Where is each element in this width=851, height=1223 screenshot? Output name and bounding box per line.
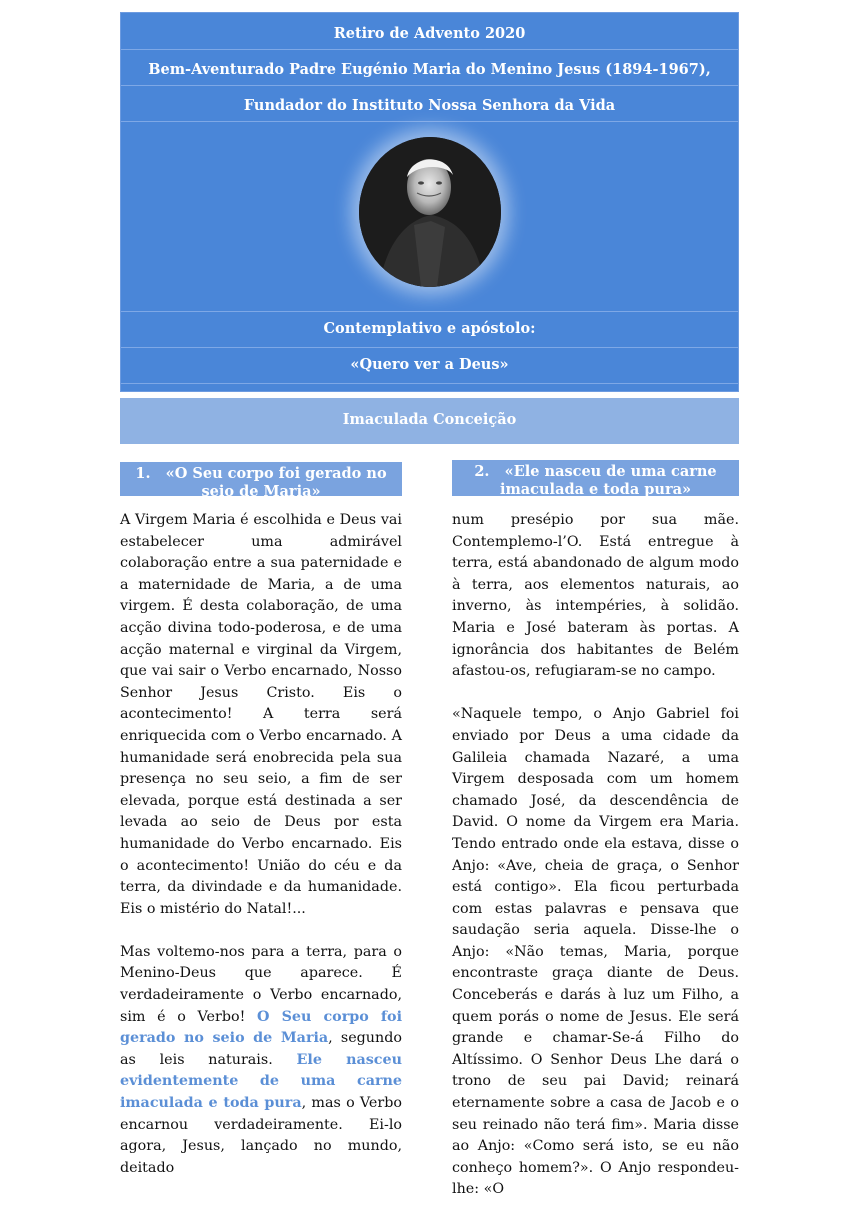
divider bbox=[121, 121, 738, 122]
divider bbox=[121, 311, 738, 312]
retreat-title: Retiro de Advento 2020 bbox=[333, 25, 526, 42]
text-run: , segundo as leis naturais. bbox=[120, 1030, 402, 1068]
section-heading-1: 1. «O Seu corpo foi gerado no seio de Maria» bbox=[120, 462, 402, 496]
section-heading-2: 2. «Ele nasceu de uma carne imaculada e toda pura» bbox=[452, 460, 739, 496]
tagline: Contemplativo e apóstolo: bbox=[323, 320, 536, 337]
column-right bbox=[452, 510, 739, 1223]
divider bbox=[121, 85, 738, 86]
text-run: , mas o Verbo encarnou verdadeiramente. Ei-lo agora, Jesus, lançado no mundo, deitado bbox=[120, 1095, 402, 1176]
subject-name: Bem-Aventurado Padre Eugénio Maria do Menino Jesus (1894-1967), bbox=[148, 61, 711, 78]
title-box bbox=[120, 12, 739, 392]
subject-role: Fundador do Instituto Nossa Senhora da Vida bbox=[243, 97, 616, 114]
text-run: Mas voltemo-nos para a terra, para o Menino-Deus que aparece. É verdadeiramente o Verbo encarnado, sim é o Verbo! bbox=[120, 943, 402, 1025]
portrait-photo bbox=[359, 137, 501, 287]
paragraph bbox=[120, 942, 402, 1180]
paragraph: A Virgem Maria é escolhida e Deus vai estabelecer uma admirável colaboração entre a sua paternidade e a maternidade de Maria, a de uma virgem. É desta colaboração, de uma acção divina todo-poderosa, e de uma acção maternal e virginal da Virgem, que vai sair o Verbo encarnado, Nosso Senhor Jesus Cristo. Eis o acontecimento! A terra será enriquecida com o Verbo encarnado. A humanidade será enobrecida pela sua presença no seu seio, a fim de ser elevada, porque está destinada a ser levada ao seio de Deus por esta humanidade do Verbo encarnado. Eis o acontecimento! União do céu e da terra, da divindade e da humanidade. Eis o mistério do Natal!... bbox=[120, 512, 402, 917]
divider bbox=[121, 49, 738, 50]
motto: «Quero ver a Deus» bbox=[350, 356, 509, 373]
divider bbox=[121, 347, 738, 348]
portrait-illustration bbox=[359, 137, 501, 287]
highlighted-phrase: O Seu corpo foi gerado no seio de Maria bbox=[120, 1008, 403, 1047]
divider bbox=[121, 383, 738, 384]
feast-banner: Imaculada Conceição bbox=[120, 398, 739, 444]
highlighted-phrase: Ele nasceu evidentemente de uma carne imaculada e toda pura bbox=[120, 1051, 402, 1112]
paragraph: num presépio por sua mãe. Contemplemo-l’O. Está entregue à terra, está abandonado de algum modo à terra, aos elementos naturais, ao inverno, às intempéries, à solidão. Maria e José bateram às portas. A ignorância dos habitantes de Belém afastou-os, refugiaram-se no campo. bbox=[452, 512, 739, 680]
paragraph: «Naquele tempo, o Anjo Gabriel foi enviado por Deus a uma cidade da Galileia chamada Nazaré, a uma Virgem desposada com um homem chamado José, da descendência de David. O nome da Virgem era Maria. Tendo entrado onde ela estava, disse o Anjo: «Ave, cheia de graça, o Senhor está contigo». Ela ficou perturbada com estas palavras e pensava que saudação seria aquela. Disse-lhe o Anjo: «Não temas, Maria, porque encontraste graça diante de Deus. Conceberás e darás à luz um Filho, a quem porás o nome de Jesus. Ele será grande e chamar-Se-á Filho do Altíssimo. O Senhor Deus Lhe dará o trono de seu pai David; reinará eternamente sobre a casa de Jacob e o seu reinado não terá fim». Maria disse ao Anjo: «Como será isto, se eu não conheço homem?». O Anjo respondeu-lhe: «O bbox=[452, 706, 739, 1198]
column-left bbox=[120, 510, 402, 1201]
